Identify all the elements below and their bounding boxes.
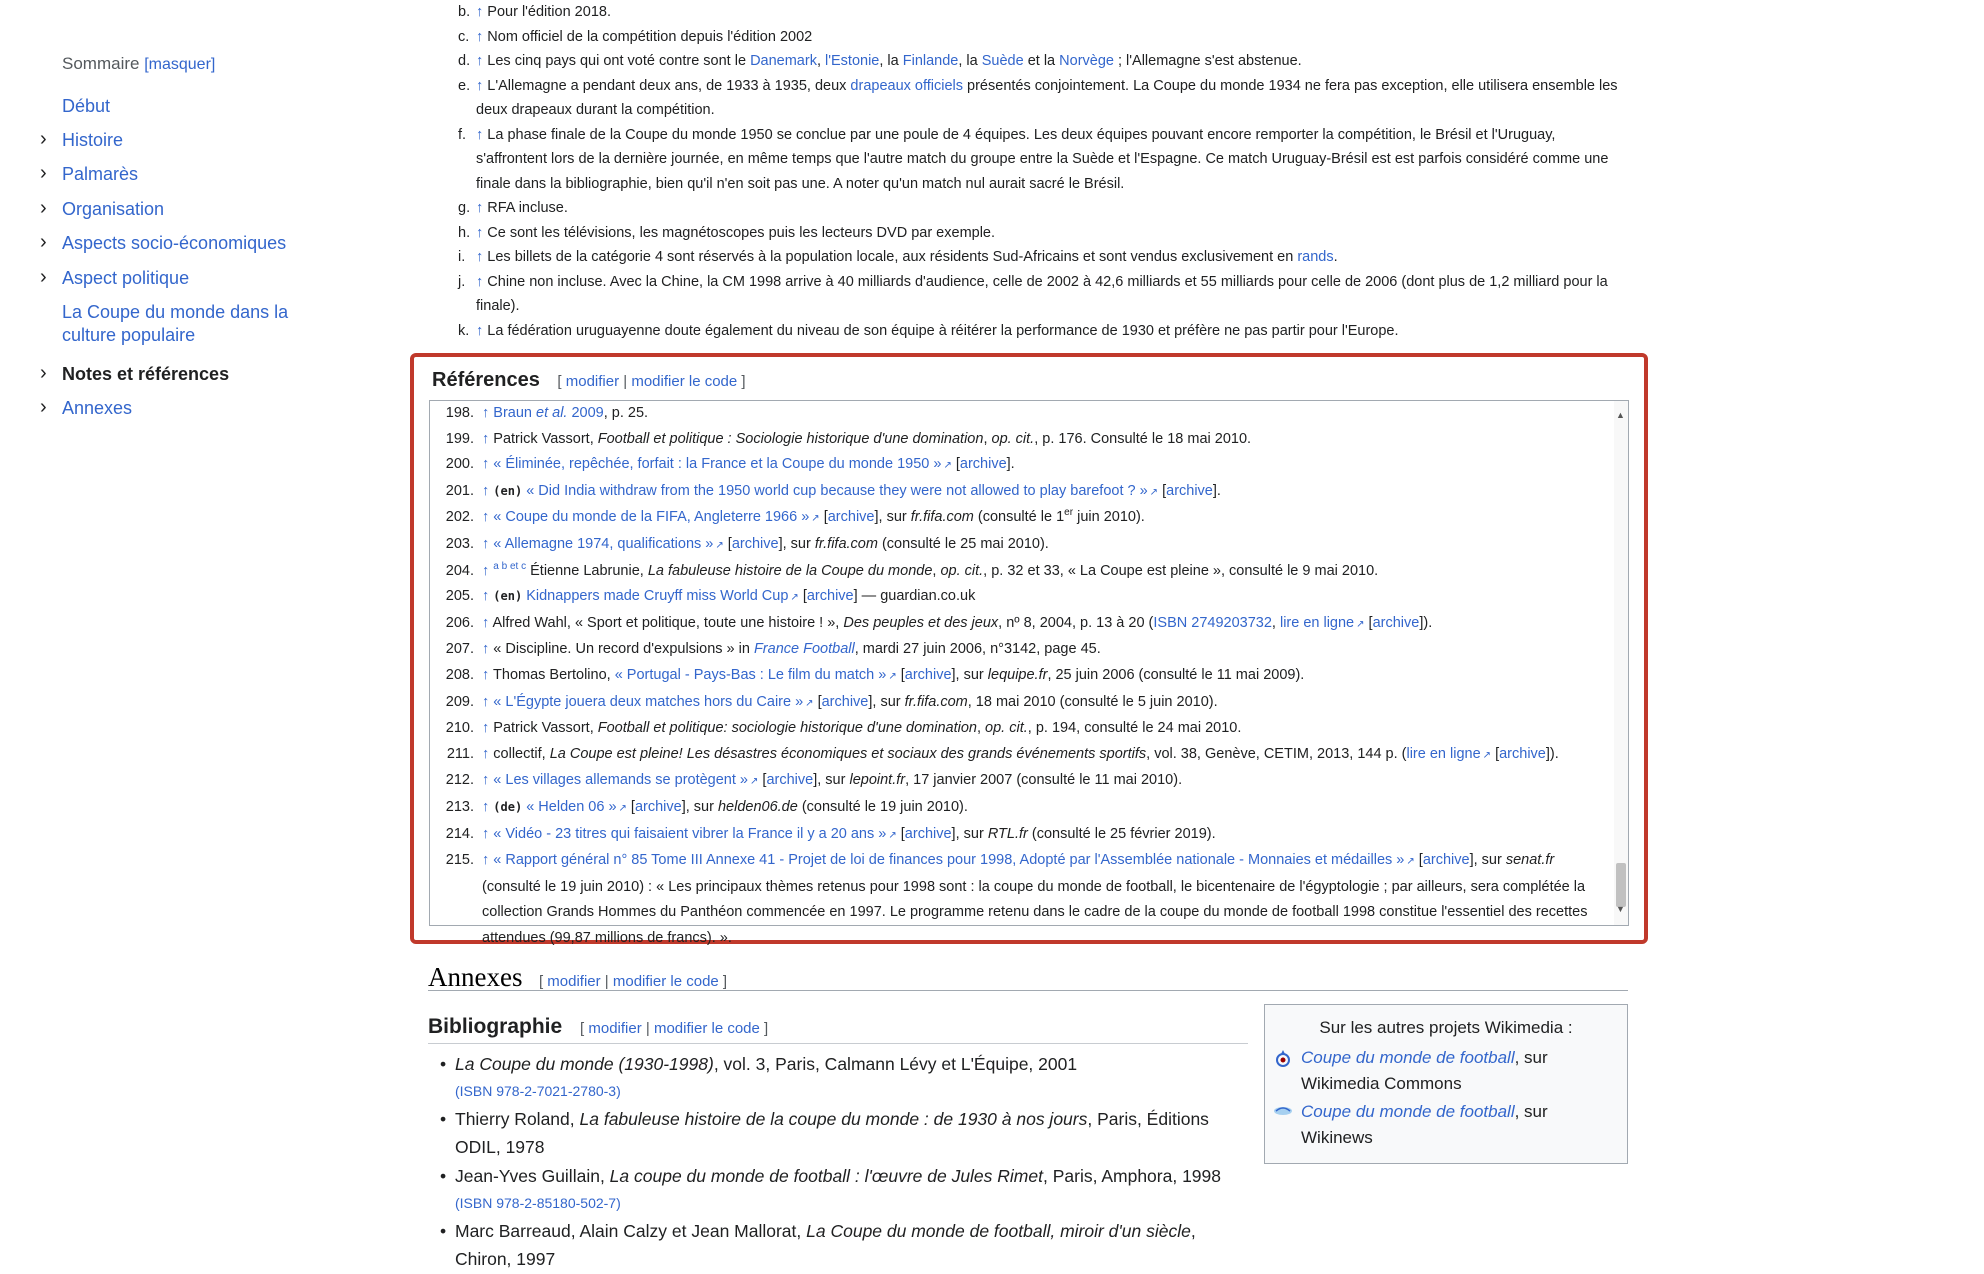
reference-text: ↑ (de) « Helden 06 » ↗ [archive], sur helden06.de (consulté le 19 juin 2010).: [482, 799, 968, 815]
note-text: La fédération uruguayenne doute également du niveau de son équipe à réitérer la performance de 1930 et préfère ne pas partir pour l'Europe.: [487, 322, 1399, 339]
note-text: ; l'Allemagne s'est abstenue.: [1113, 53, 1302, 69]
backlink-arrow[interactable]: ↑: [482, 509, 490, 526]
backlink-arrow[interactable]: ↑: [476, 28, 484, 45]
reference-number: 200.: [445, 456, 474, 473]
note-item: [458, 25, 1628, 50]
reference-link[interactable]: ISBN 2749203732: [1153, 614, 1272, 631]
wikinews-link[interactable]: Coupe du monde de football: [1301, 1102, 1515, 1121]
external-link[interactable]: lire en ligne ↗: [1406, 746, 1491, 762]
reference-text: ↑ Alfred Wahl, « Sport et politique, toute une histoire ! », Des peuples et des jeux, nº 8, 2004, p. 13 à 20 (ISBN 2749203732, lire en ligne ↗ [archive]).: [482, 615, 1432, 631]
backlink-arrow[interactable]: ↑: [476, 126, 484, 143]
chevron-right-icon[interactable]: ›: [40, 197, 47, 219]
reference-item: [430, 611, 1628, 638]
reference-text: ↑ Thomas Bertolino, « Portugal - Pays-Bas : Le film du match » ↗ [archive], sur lequipe.fr, 25 juin 2006 (consulté le 11 mai 2009).: [482, 667, 1304, 683]
backlink-arrow[interactable]: ↑: [476, 249, 484, 265]
reference-text: ↑ « Éliminée, repêchée, forfait : la France et la Coupe du monde 1950 » ↗ [archive].: [482, 456, 1015, 472]
note-text: Ce sont les télévisions, les magnétoscopes puis les lecteurs DVD par exemple.: [487, 224, 996, 241]
reference-link[interactable]: archive: [766, 772, 814, 789]
references-edit-code-link[interactable]: modifier le code: [631, 373, 738, 390]
bibliographie-title: Bibliographie: [428, 1015, 563, 1038]
note-text: ,: [816, 53, 826, 69]
note-label: k.: [458, 322, 470, 339]
bibliographie-list: [440, 1050, 1240, 1274]
reference-link[interactable]: archive: [806, 588, 854, 605]
reference-link[interactable]: archive: [827, 509, 875, 526]
reference-item: [430, 690, 1628, 717]
note-link[interactable]: drapeaux officiels: [850, 77, 964, 94]
backlink-arrow[interactable]: ↑: [476, 224, 484, 241]
reference-text: ↑ « Rapport général n° 85 Tome III Annexe 41 - Projet de loi de finances pour 1998, Adopté par l'Assemblée nationale - Monnaies et médailles » ↗ [archive], sur senat.fr (consulté le 19 juin 2010) : « Les principaux thèmes retenus pour 1998 sont : la coupe du monde de football, le bicentenaire de l'égyptologie ; par ailleurs, sera complétée la collection Grands Hommes du Panthéon commencée en 1997. Le programme retenu dans le cadre de la coupe du monde de football 1998 constitue l'essentiel des recettes attendues (99,87 millions de francs). ».: [482, 852, 1587, 946]
reference-number: 206.: [445, 614, 474, 631]
reference-item: [430, 742, 1628, 769]
note-text: présentés conjointement. La Coupe du monde 1934 ne fera pas exception, elle utilisera ensemble les deux drapeaux durant la compétition.: [476, 77, 1618, 118]
bibliographie-edit-links: [ modifier | modifier le code ]: [580, 1020, 769, 1037]
backlink-arrow[interactable]: ↑: [482, 720, 490, 737]
note-label: b.: [458, 4, 471, 20]
references-scrollbar[interactable]: [1614, 401, 1628, 925]
note-text: Nom officiel de la compétition depuis l'édition 2002: [487, 28, 813, 45]
note-text: , la: [958, 53, 982, 69]
reference-item: [430, 716, 1628, 742]
backlink-arrow[interactable]: ↑: [482, 535, 490, 552]
note-item: [458, 270, 1628, 319]
reference-number: 209.: [445, 693, 474, 710]
reference-number: 205.: [445, 588, 474, 605]
external-link[interactable]: « Portugal - Pays-Bas : Le film du match » ↗: [615, 667, 897, 683]
backlink-arrow[interactable]: ↑: [482, 405, 490, 421]
annexes-divider: [428, 990, 1628, 991]
reference-link[interactable]: archive: [904, 825, 952, 842]
note-label: e.: [458, 77, 471, 94]
chevron-right-icon[interactable]: ›: [40, 162, 47, 184]
reference-link[interactable]: archive: [904, 666, 952, 683]
reference-text: ↑ « Allemagne 1974, qualifications » ↗ [archive], sur fr.fifa.com (consulté le 25 mai 2010).: [482, 536, 1049, 552]
reference-number: 199.: [445, 430, 474, 447]
note-text: Les billets de la catégorie 4 sont réservés à la population locale, aux résidents Sud-Africains et sont vendus exclusivement en: [487, 249, 1298, 265]
references-heading: [432, 369, 746, 392]
reference-text: ↑ Patrick Vassort, Football et politique : Sociologie historique d'une domination, op. cit., p. 176. Consulté le 18 mai 2010.: [482, 430, 1252, 447]
wikimedia-box: [1264, 1004, 1628, 1164]
note-item: [458, 196, 1628, 221]
external-link[interactable]: « Allemagne 1974, qualifications » ↗: [493, 536, 723, 552]
reference-item: [430, 505, 1628, 532]
reference-link[interactable]: archive: [634, 798, 682, 815]
toc-item[interactable]: Annexes: [62, 398, 133, 418]
reference-item: [430, 822, 1628, 849]
backlink-arrow[interactable]: ↑: [476, 53, 484, 69]
references-items: [430, 401, 1628, 951]
reference-link[interactable]: archive: [1166, 482, 1213, 499]
reference-item: [430, 559, 1628, 585]
reference-text: ↑ « Coupe du monde de la FIFA, Angleterre 1966 » ↗ [archive], sur fr.fifa.com (consulté le 1er juin 2010).: [482, 509, 1145, 525]
note-text: , la: [879, 53, 903, 69]
external-link[interactable]: « Did India withdraw from the 1950 world cup because they were not allowed to play barefoot ? » ↗: [526, 483, 1158, 499]
reference-item: [430, 401, 1628, 427]
reference-item: [430, 452, 1628, 479]
notes-list: [458, 0, 1628, 343]
toc-item[interactable]: Notes et références: [62, 364, 230, 384]
backlink-arrow[interactable]: ↑: [476, 322, 484, 339]
backlink-arrow[interactable]: ↑: [482, 852, 490, 869]
reference-number: 203.: [445, 535, 474, 552]
note-label: d.: [458, 53, 471, 69]
reference-item: [430, 637, 1628, 663]
annexes-edit-link[interactable]: modifier: [547, 973, 601, 990]
isbn-link[interactable]: (ISBN 978-2-7021-2780-3): [455, 1083, 621, 1099]
note-link[interactable]: Suède: [981, 53, 1024, 69]
reference-item: [430, 532, 1628, 559]
note-text: Pour l'édition 2018.: [487, 4, 611, 20]
toc-item[interactable]: Aspect politique: [62, 268, 190, 288]
reference-number: 202.: [445, 509, 474, 526]
annexes-edit-code-link[interactable]: modifier le code: [612, 973, 719, 990]
note-text: RFA incluse.: [487, 200, 568, 216]
reference-number: 210.: [445, 720, 474, 737]
note-label: i.: [458, 249, 466, 265]
reference-text: ↑ « L'Égypte jouera deux matches hors du Caire » ↗ [archive], sur fr.fifa.com, 18 mai 2010 (consulté le 5 juin 2010).: [482, 694, 1218, 710]
reference-text: ↑ (en) Kidnappers made Cruyff miss World Cup ↗ [archive] — guardian.co.uk: [482, 588, 975, 604]
bibliography-item: [440, 1162, 1240, 1216]
note-link[interactable]: Finlande: [902, 53, 959, 69]
reference-item: [430, 584, 1628, 611]
toc-title: Sommaire: [62, 54, 140, 73]
note-item: [458, 49, 1628, 74]
reference-link[interactable]: archive: [1422, 852, 1470, 869]
note-item: [458, 123, 1628, 197]
toc-hide-toggle[interactable]: [masquer]: [144, 56, 216, 73]
bibliography-text: La Coupe du monde (1930-1998), vol. 3, Paris, Calmann Lévy et L'Équipe, 2001: [455, 1054, 1078, 1074]
reference-number: 213.: [445, 798, 474, 815]
annexes-title: Annexes: [428, 962, 523, 992]
reference-item: [430, 479, 1628, 506]
toc-item[interactable]: La Coupe du monde dans la culture populaire: [62, 302, 289, 345]
backlink-arrow[interactable]: ↑: [482, 562, 490, 579]
language-tag: (de): [493, 799, 523, 814]
commons-text: , sur Wikimedia Commons: [1301, 1048, 1548, 1093]
reference-number: 211.: [446, 745, 474, 762]
references-title: Références: [432, 369, 540, 391]
external-link[interactable]: « Vidéo - 23 titres qui faisaient vibrer la France il y a 20 ans » ↗: [493, 826, 896, 842]
note-text: Les cinq pays qui ont voté contre sont le: [487, 53, 751, 69]
toc-item[interactable]: Histoire: [62, 130, 124, 150]
external-link[interactable]: lire en ligne ↗: [1280, 615, 1365, 631]
toc-item[interactable]: Organisation: [62, 199, 165, 219]
reference-number: 208.: [445, 666, 474, 683]
chevron-right-icon[interactable]: ›: [40, 266, 47, 288]
backlink-arrow[interactable]: ↑: [482, 745, 490, 762]
reference-text: ↑ $^{a b et c}$ Étienne Labrunie, La fabuleuse histoire de la Coupe du monde, op. cit., p. 32 et 33, « La Coupe est pleine », consulté le 9 mai 2010.: [482, 560, 1379, 579]
reference-number: 214.: [445, 825, 474, 842]
external-link[interactable]: Kidnappers made Cruyff miss World Cup ↗: [526, 588, 799, 604]
backlink-arrow[interactable]: ↑: [476, 4, 484, 20]
bibliography-text: Thierry Roland, La fabuleuse histoire de la coupe du monde : de 1930 à nos jours, Paris, Éditions ODIL, 1978: [455, 1109, 1209, 1157]
note-link[interactable]: l'Estonie: [825, 53, 880, 69]
note-label: h.: [458, 224, 471, 241]
backlink-arrow[interactable]: ↑: [482, 825, 490, 842]
bibliography-text: Jean-Yves Guillain, La coupe du monde de football : l'œuvre de Jules Rimet, Paris, Amphora, 1998: [455, 1166, 1222, 1186]
toc-header: [62, 54, 215, 74]
note-label: g.: [458, 200, 471, 216]
backlink-arrow[interactable]: a b et c: [493, 560, 527, 572]
chevron-right-icon[interactable]: ›: [40, 396, 47, 418]
references-section: [410, 353, 1648, 944]
chevron-right-icon[interactable]: ›: [40, 231, 47, 253]
toc-item[interactable]: Palmarès: [62, 164, 139, 184]
backlink-arrow[interactable]: ↑: [476, 200, 484, 216]
chevron-right-icon[interactable]: ›: [40, 128, 47, 150]
backlink-arrow[interactable]: ↑: [482, 430, 490, 447]
commons-entry: [1301, 1045, 1601, 1097]
bibliographie-edit-link[interactable]: modifier: [588, 1020, 642, 1037]
bibliographie-divider: [428, 1043, 1248, 1044]
note-text: La phase finale de la Coupe du monde 1950 se conclue par une poule de 4 équipes. Les deux équipes pouvant encore remporter la compétition, le Brésil et l'Uruguay, s'affrontent lors de la dernière journée, en même temps que l'autre match du groupe entre la Suède et l'Espagne. Ce match Uruguay-Brésil est est parfois considéré comme une finale dans la bibliographie, bien qu'il n'en soit pas une. A noter qu'un match nul aurait sacré le Brésil.: [476, 126, 1609, 192]
reference-item: [430, 795, 1628, 822]
bibliographie-edit-code-link[interactable]: modifier le code: [653, 1020, 760, 1037]
external-link[interactable]: « L'Égypte jouera deux matches hors du Caire » ↗: [493, 694, 813, 710]
note-item: [458, 245, 1628, 270]
scroll-down-icon[interactable]: ▼: [1616, 904, 1625, 915]
references-edit-links: [ modifier | modifier le code ]: [557, 373, 746, 390]
reference-link[interactable]: archive: [1499, 745, 1546, 762]
reference-link[interactable]: archive: [1372, 614, 1420, 631]
wikinews-icon: [1273, 1103, 1293, 1123]
bibliography-item: [440, 1105, 1240, 1161]
backlink-arrow[interactable]: ↑: [476, 77, 484, 94]
reference-number: 198.: [445, 405, 474, 421]
reference-item: [430, 848, 1628, 951]
reference-link[interactable]: Braun et al. 2009: [493, 405, 604, 421]
isbn-link[interactable]: (ISBN 978-2-85180-502-7): [455, 1195, 621, 1211]
bibliography-item: [440, 1050, 1240, 1104]
bibliography-text: Marc Barreaud, Alain Calzy et Jean Mallorat, La Coupe du monde de football, miroir d'un siècle, Chiron, 1997: [455, 1221, 1196, 1269]
backlink-arrow[interactable]: ↑: [482, 641, 490, 658]
note-text: Chine non incluse. Avec la Chine, la CM 1998 arrive à 40 milliards d'audience, celle de 2002 à 42,6 milliards et 55 milliards pour celle de 2006 (dont plus de 1,2 milliard pour la finale).: [476, 273, 1608, 314]
note-label: f.: [458, 126, 467, 143]
references-scroll-list[interactable]: [429, 400, 1629, 946]
note-link[interactable]: rands: [1297, 249, 1334, 265]
language-tag: (en): [493, 589, 523, 604]
external-link[interactable]: « Coupe du monde de la FIFA, Angleterre 1966 » ↗: [493, 509, 819, 525]
reference-item: [430, 768, 1628, 795]
note-text: L'Allemagne a pendant deux ans, de 1933 à 1935, deux: [487, 77, 851, 94]
annexes-edit-links: [ modifier | modifier le code ]: [538, 973, 728, 990]
commons-link[interactable]: Coupe du monde de football: [1301, 1048, 1515, 1067]
reference-link[interactable]: archive: [959, 456, 1007, 473]
backlink-arrow[interactable]: ↑: [482, 456, 490, 473]
reference-item: [430, 427, 1628, 453]
reference-number: 215.: [445, 852, 474, 869]
note-label: j.: [458, 273, 466, 290]
scroll-up-icon[interactable]: ▲: [1616, 410, 1625, 420]
backlink-arrow[interactable]: ↑: [476, 273, 484, 290]
external-link[interactable]: « Éliminée, repêchée, forfait : la France et la Coupe du monde 1950 » ↗: [493, 456, 952, 472]
backlink-arrow[interactable]: ↑: [482, 614, 490, 631]
references-edit-link[interactable]: modifier: [565, 373, 620, 390]
external-link[interactable]: « Rapport général n° 85 Tome III Annexe 41 - Projet de loi de finances pour 1998, Adopté par l'Assemblée nationale - Monnaies et médailles » ↗: [493, 852, 1414, 868]
annexes-section: [428, 962, 1628, 993]
reference-number: 204.: [445, 562, 474, 579]
wikinews-text: , sur Wikinews: [1301, 1102, 1548, 1147]
note-label: c.: [458, 28, 470, 45]
backlink-arrow[interactable]: ↑: [482, 772, 490, 789]
backlink-arrow[interactable]: ↑: [482, 588, 490, 605]
wikinews-entry: [1301, 1099, 1601, 1151]
reference-link[interactable]: France Football: [753, 641, 855, 658]
reference-text: ↑ collectif, La Coupe est pleine! Les désastres économiques et sociaux des grands événements sportifs, vol. 38, Genève, CETIM, 2013, 144 p. (lire en ligne ↗ [archive]).: [482, 746, 1559, 762]
reference-link[interactable]: archive: [821, 693, 869, 710]
backlink-arrow[interactable]: ↑: [482, 482, 490, 499]
reference-text: ↑ « Vidéo - 23 titres qui faisaient vibrer la France il y a 20 ans » ↗ [archive], sur RTL.fr (consulté le 25 février 2019).: [482, 826, 1216, 842]
reference-link[interactable]: archive: [731, 535, 779, 552]
chevron-right-icon[interactable]: ›: [40, 362, 47, 384]
note-link[interactable]: Norvège: [1059, 53, 1114, 69]
reference-text: ↑ (en) « Did India withdraw from the 1950 world cup because they were not allowed to play barefoot ? » ↗ [archive].: [482, 483, 1221, 499]
reference-item: [430, 663, 1628, 690]
bibliography-item: [440, 1217, 1240, 1273]
note-item: [458, 221, 1628, 246]
note-text: .: [1333, 249, 1338, 265]
note-text: et la: [1023, 53, 1060, 69]
reference-number: 207.: [445, 641, 474, 658]
toc-item[interactable]: Aspects socio-économiques: [62, 233, 287, 253]
external-link[interactable]: « Les villages allemands se protègent » ↗: [493, 772, 758, 788]
toc-item[interactable]: Début: [62, 96, 111, 116]
reference-text: ↑ Braun et al. 2009, p. 25.: [482, 405, 649, 421]
reference-number: 201.: [445, 482, 474, 499]
backlink-arrow[interactable]: ↑: [482, 666, 490, 683]
backlink-arrow[interactable]: ↑: [482, 693, 490, 710]
note-item: [458, 74, 1628, 123]
reference-number: 212.: [445, 772, 474, 789]
note-item: [458, 0, 1628, 25]
reference-text: ↑ « Discipline. Un record d'expulsions » in France Football, mardi 27 juin 2006, n°3142, page 45.: [482, 641, 1101, 658]
wikimedia-commons-icon: [1273, 1049, 1293, 1069]
external-link[interactable]: « Helden 06 » ↗: [526, 799, 627, 815]
note-link[interactable]: Danemark: [750, 53, 817, 69]
reference-text: ↑ Patrick Vassort, Football et politique: sociologie historique d'une domination, op. cit., p. 194, consulté le 24 mai 2010.: [482, 720, 1242, 737]
reference-text: ↑ « Les villages allemands se protègent » ↗ [archive], sur lepoint.fr, 17 janvier 2007 (consulté le 11 mai 2010).: [482, 772, 1182, 788]
wikimedia-title: Sur les autres projets Wikimedia :: [1319, 1018, 1573, 1037]
backlink-arrow[interactable]: ↑: [482, 798, 490, 815]
bibliographie-heading: [428, 1015, 768, 1039]
note-item: [458, 319, 1628, 344]
language-tag: (en): [493, 483, 523, 498]
